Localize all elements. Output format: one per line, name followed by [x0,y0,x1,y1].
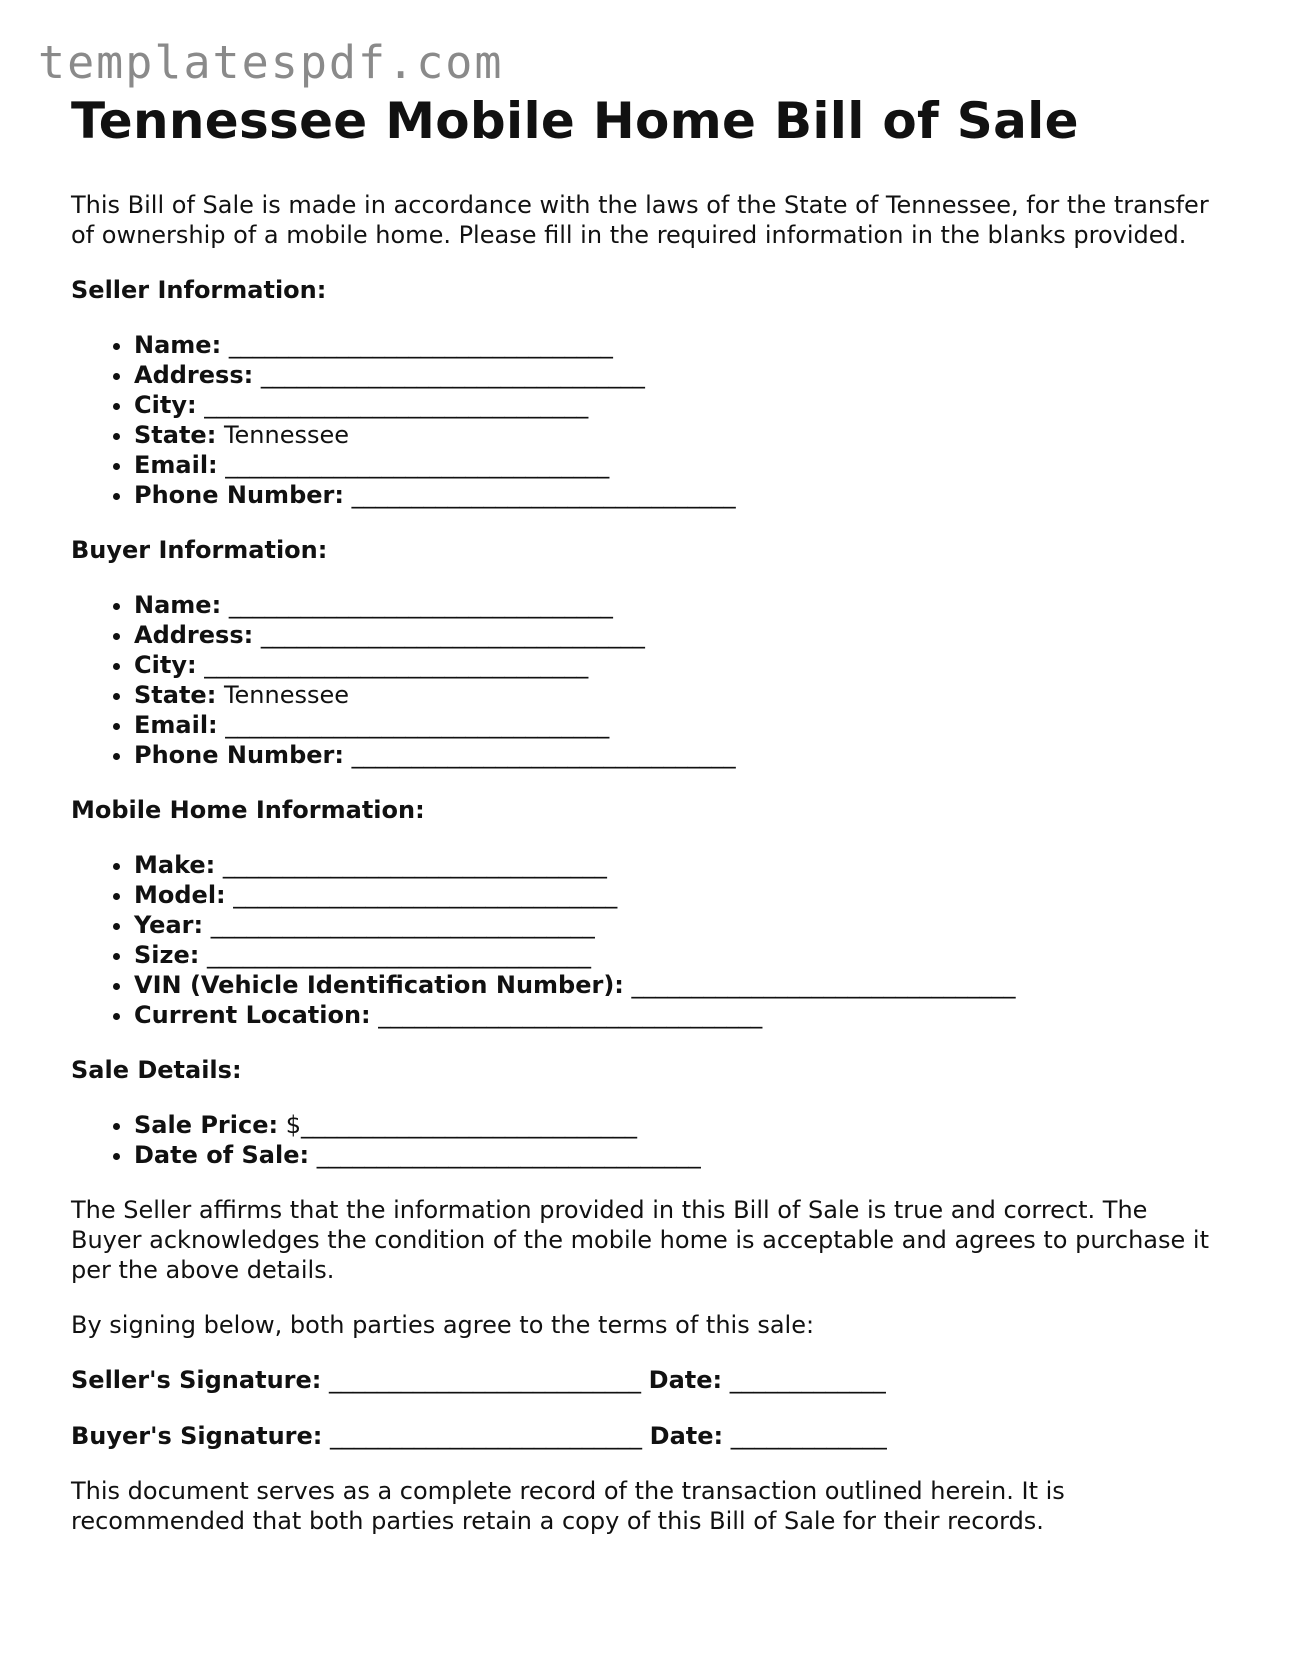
buyer-signature-blank: __________________________ [330,1422,643,1450]
home-year-field [134,910,1221,940]
seller-fields [71,330,1221,510]
buyer-signature-label: Buyer's Signature: [71,1422,323,1450]
mobile-home-heading: Mobile Home Information: [71,796,425,824]
buyer-state-field [134,680,1221,710]
field-blank: ________________________________ [316,1141,701,1169]
buyer-address-field [134,620,1221,650]
field-label: Year: [134,911,204,939]
buyer-date-blank: _____________ [730,1422,887,1450]
seller-city-field [134,390,1221,420]
field-blank: ________________________________ [233,881,618,909]
document [71,90,1221,1536]
buyer-fields [71,590,1221,770]
seller-signature-blank: __________________________ [329,1366,641,1394]
field-label: State: [134,681,217,709]
field-label: VIN (Vehicle Identification Number): [134,971,624,999]
field-label: Email: [134,711,218,739]
sale-details-fields [71,1110,1221,1170]
field-label: City: [134,391,197,419]
watermark: templatespdf.com [38,36,504,89]
field-blank: ________________________________ [225,711,610,739]
affirmation-paragraph: The Seller affirms that the information provided in this Bill of Sale is true and correct. The Buyer acknowledges the condition of the mobile home is acceptable and agrees to purchase it per the above details. [71,1196,1209,1284]
field-blank: ________________________________ [228,591,613,619]
field-label: Model: [134,881,226,909]
field-label: Phone Number: [134,741,344,769]
field-blank: ________________________________ [210,911,595,939]
seller-name-field [134,330,1221,360]
field-blank: ________________________________ [260,621,645,649]
field-label: Phone Number: [134,481,344,509]
seller-signature-label: Seller's Signature: [71,1366,322,1394]
buyer-name-field [134,590,1221,620]
field-blank: ________________________________ [204,651,589,679]
home-vin-field [134,970,1221,1000]
buyer-date-label: Date: [649,1422,724,1450]
field-blank: ________________________________ [631,971,1016,999]
field-label: Current Location: [134,1001,371,1029]
field-blank: ________________________________ [207,941,591,969]
sale-details-heading: Sale Details: [71,1056,242,1084]
field-blank: ________________________________ [204,391,589,419]
field-label: City: [134,651,197,679]
mobile-home-fields [71,850,1221,1030]
seller-email-field [134,450,1221,480]
seller-address-field [134,360,1221,390]
field-label: Name: [134,331,222,359]
seller-signature-line [71,1365,1221,1395]
field-blank: ________________________________ [260,361,645,389]
sale-price-field [134,1110,1221,1140]
field-blank: ________________________________ [225,451,610,479]
field-blank: ________________________________ [222,851,607,879]
seller-state-field [134,420,1221,450]
field-blank: $____________________________ [285,1111,638,1139]
field-label: Name: [134,591,222,619]
seller-date-label: Date: [648,1366,723,1394]
closing-paragraph: This document serves as a complete record of the transaction outlined herein. It is recommended that both parties retain a copy of this Bill of Sale for their records. [71,1477,1065,1535]
sale-date-field [134,1140,1221,1170]
seller-phone-field [134,480,1221,510]
home-size-field [134,940,1221,970]
buyer-city-field [134,650,1221,680]
home-make-field [134,850,1221,880]
buyer-signature-line [71,1421,1221,1451]
home-model-field [134,880,1221,910]
home-location-field [134,1000,1221,1030]
field-value: Tennessee [223,681,350,709]
buyer-phone-field [134,740,1221,770]
field-label: Size: [134,941,200,969]
seller-date-blank: _____________ [729,1366,886,1394]
field-label: Email: [134,451,218,479]
field-blank: ________________________________ [351,741,736,769]
intro-paragraph: This Bill of Sale is made in accordance with the laws of the State of Tennessee, for the transfer of ownership of a mobile home. Please fill in the required information in the blanks provided. [71,191,1209,249]
field-value: Tennessee [223,421,350,449]
field-blank: ________________________________ [351,481,736,509]
field-label: Address: [134,621,254,649]
field-blank: ________________________________ [228,331,613,359]
field-label: Sale Price: [134,1111,279,1139]
signing-intro: By signing below, both parties agree to the terms of this sale: [71,1311,815,1339]
field-blank: ________________________________ [378,1001,763,1029]
field-label: State: [134,421,217,449]
field-label: Address: [134,361,254,389]
seller-heading: Seller Information: [71,276,327,304]
field-label: Make: [134,851,216,879]
document-title: Tennessee Mobile Home Bill of Sale [71,92,1079,150]
buyer-email-field [134,710,1221,740]
field-label: Date of Sale: [134,1141,310,1169]
buyer-heading: Buyer Information: [71,536,328,564]
